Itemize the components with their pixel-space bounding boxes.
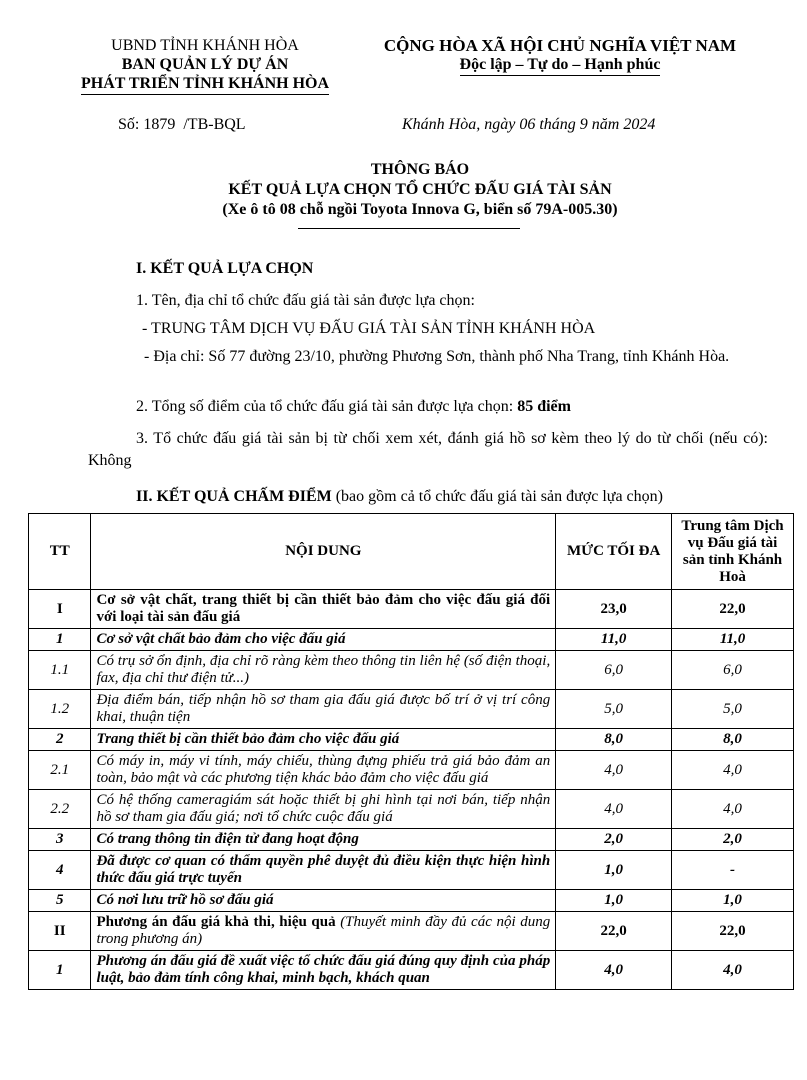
table-row: 1.2 Địa điểm bán, tiếp nhận hồ sơ tham gia đấu giá được bố trí ở vị trí công khai, thuận tiện 5,0 5,0 [29,690,794,729]
table-row: II Phương án đấu giá khả thi, hiệu quả (Thuyết minh đầy đủ các nội dung trong phương án) 22,0 22,0 [29,912,794,951]
section-1-p4: 2. Tổng số điểm của tổ chức đấu giá tài sản được lựa chọn: 85 điểm [136,398,571,415]
table-row: 2.2 Có hệ thống cameragiám sát hoặc thiết bị ghi hình tại nơi bán, tiếp nhận hồ sơ tham gia đấu giá; nơi tổ chức cuộc đấu giá 4,0 4,0 [29,790,794,829]
title-line-2: KẾT QUẢ LỰA CHỌN TỔ CHỨC ĐẤU GIÁ TÀI SẢN [228,181,612,198]
table-row: 4 Đã được cơ quan có thẩm quyền phê duyệt đủ điều kiện thực hiện hình thức đấu giá trực tuyến 1,0 - [29,851,794,890]
title-block [60,160,780,220]
agency-line-1: UBND TỈNH KHÁNH HÒA [111,37,299,54]
table-row: 1 Cơ sở vật chất bảo đảm cho việc đấu giá 11,0 11,0 [29,629,794,651]
title-line-3: (Xe ô tô 08 chỗ ngồi Toyota Innova G, biển số 79A-005.30) [222,201,618,218]
table-row: 3 Có trang thông tin điện tử đang hoạt động 2,0 2,0 [29,829,794,851]
section-2-heading: II. KẾT QUẢ CHẤM ĐIỂM (bao gồm cả tổ chức đấu giá tài sản được lựa chọn) [136,488,663,505]
document-date: Khánh Hòa, ngày 06 tháng 9 năm 2024 [402,116,656,133]
national-header [350,36,770,76]
table-row: 1 Phương án đấu giá đề xuất việc tổ chức đấu giá đúng quy định của pháp luật, bảo đảm tính công khai, minh bạch, khách quan 4,0 4,0 [29,951,794,990]
agency-line-3: PHÁT TRIỂN TỈNH KHÁNH HÒA [60,74,350,95]
table-row: 2 Trang thiết bị cần thiết bảo đảm cho việc đấu giá 8,0 8,0 [29,729,794,751]
header-max: MỨC TỐI ĐA [556,514,672,590]
table-row: 5 Có nơi lưu trữ hồ sơ đấu giá 1,0 1,0 [29,890,794,912]
table-row: 1.1 Có trụ sở ổn định, địa chỉ rõ ràng kèm theo thông tin liên hệ (số điện thoại, fax, địa chỉ thư điện tử...) 6,0 6,0 [29,651,794,690]
issuing-agency [60,36,350,95]
header-org: Trung tâm Dịch vụ Đấu giá tài sản tỉnh Khánh Hoà [672,514,794,590]
document-number: Số: 1879 /TB-BQL [118,116,246,133]
agency-line-2: BAN QUẢN LÝ DỰ ÁN [121,56,289,73]
title-line-1: THÔNG BÁO [370,161,470,178]
section-1-p1: 1. Tên, địa chỉ tổ chức đấu giá tài sản được lựa chọn: [136,292,475,309]
section-1-p3: - Địa chỉ: Số 77 đường 23/10, phường Phương Sơn, thành phố Nha Trang, tỉnh Khánh Hòa. [144,348,730,365]
table-header-row [29,514,794,590]
motto: Độc lập – Tự do – Hạnh phúc [350,55,770,76]
table-row: 2.1 Có máy in, máy vi tính, máy chiếu, thùng đựng phiếu trả giá bảo đảm an toàn, bảo mật và các phương tiện khác bảo đảm cho việc đấu giá 4,0 4,0 [29,751,794,790]
section-1-heading: I. KẾT QUẢ LỰA CHỌN [136,260,314,277]
nation-name: CỘNG HÒA XÃ HỘI CHỦ NGHĨA VIỆT NAM [383,36,737,55]
header-content: NỘI DUNG [91,514,556,590]
header-tt: TT [29,514,91,590]
section-1-p5: 3. Tổ chức đấu giá tài sản bị từ chối xem xét, đánh giá hồ sơ kèm theo lý do từ chối (nếu có): Không [88,430,768,469]
section-1-p2: - TRUNG TÂM DỊCH VỤ ĐẤU GIÁ TÀI SẢN TỈNH KHÁNH HÒA [142,320,596,337]
title-underline [298,228,520,229]
scoring-table [28,513,794,990]
table-row: I Cơ sở vật chất, trang thiết bị cần thiết bảo đảm cho việc đấu giá đối với loại tài sản đấu giá 23,0 22,0 [29,590,794,629]
